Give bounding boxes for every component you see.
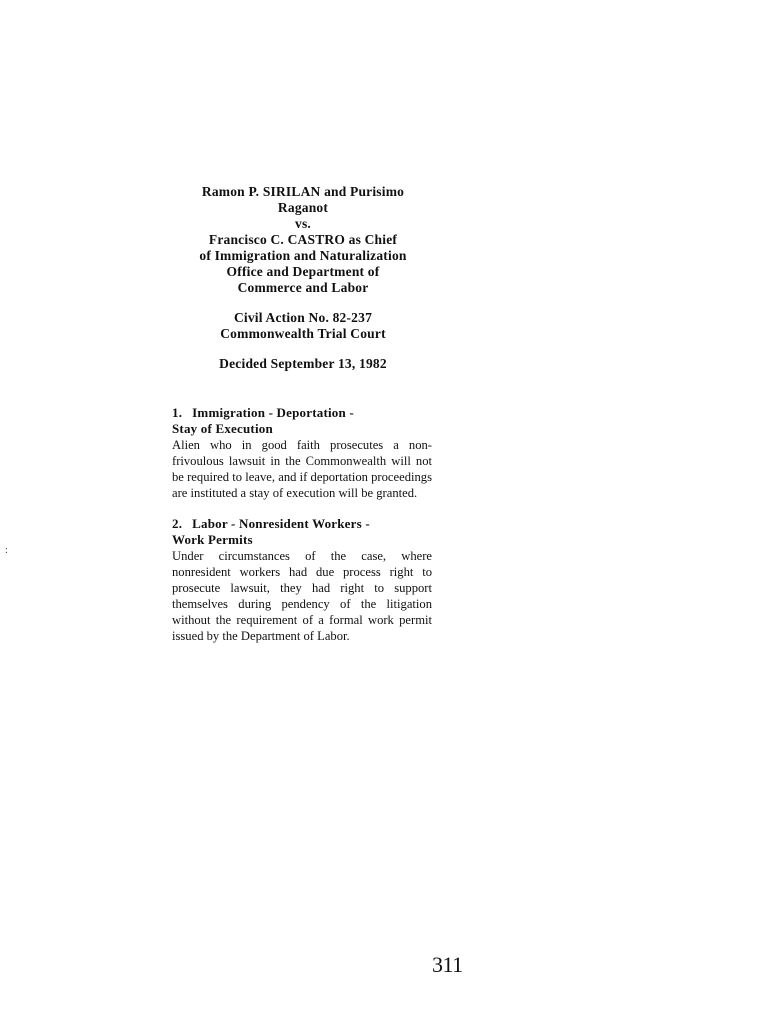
headnote-title	[172, 405, 432, 421]
court-name: Commonwealth Trial Court	[220, 326, 386, 341]
margin-mark: :	[5, 545, 8, 556]
page-number: 311	[432, 952, 463, 977]
defendant-line-4: Commerce and Labor	[237, 280, 369, 295]
headnote	[172, 516, 432, 644]
defendant-line-1: Francisco C. CASTRO as Chief	[208, 232, 398, 247]
headnote-body: Under circumstances of the case, where nonresident workers had due process right to prosecute lawsuit, they had right to support themselves during pendency of the litigation without the requirement of a formal work permit issued by the Department of Labor.	[172, 549, 432, 643]
defendant-line-3: Office and Department of	[226, 264, 380, 279]
defendant-line-2: of Immigration and Naturalization	[199, 248, 407, 263]
headnote-title-line-2: Stay of Execution	[172, 421, 273, 436]
headnote-number: 1.	[172, 405, 183, 420]
headnote-body: Alien who in good faith prosecutes a non-frivoulous lawsuit in the Commonwealth will not be required to leave, and if deportation proceedings are instituted a stay of execution will be granted.	[172, 438, 432, 500]
headnote-title	[172, 516, 432, 532]
case-caption	[172, 184, 434, 372]
case-number: Civil Action No. 82-237	[233, 310, 373, 325]
caption-spacer	[172, 296, 434, 310]
caption-spacer	[172, 342, 434, 356]
decision-date: Decided September 13, 1982	[219, 356, 387, 371]
headnote-number: 2.	[172, 516, 183, 531]
headnotes	[172, 405, 432, 644]
headnote-title-line-1: Labor - Nonresident Workers -	[192, 516, 370, 531]
plaintiffs-line-1: Ramon P. SIRILAN and Purisimo	[201, 184, 405, 199]
headnote-title-line-2: Work Permits	[172, 532, 253, 547]
plaintiffs-line-2: Raganot	[277, 200, 329, 215]
versus-label: vs.	[295, 216, 311, 231]
headnote-title-line-1: Immigration - Deportation -	[192, 405, 354, 420]
headnote	[172, 405, 432, 501]
